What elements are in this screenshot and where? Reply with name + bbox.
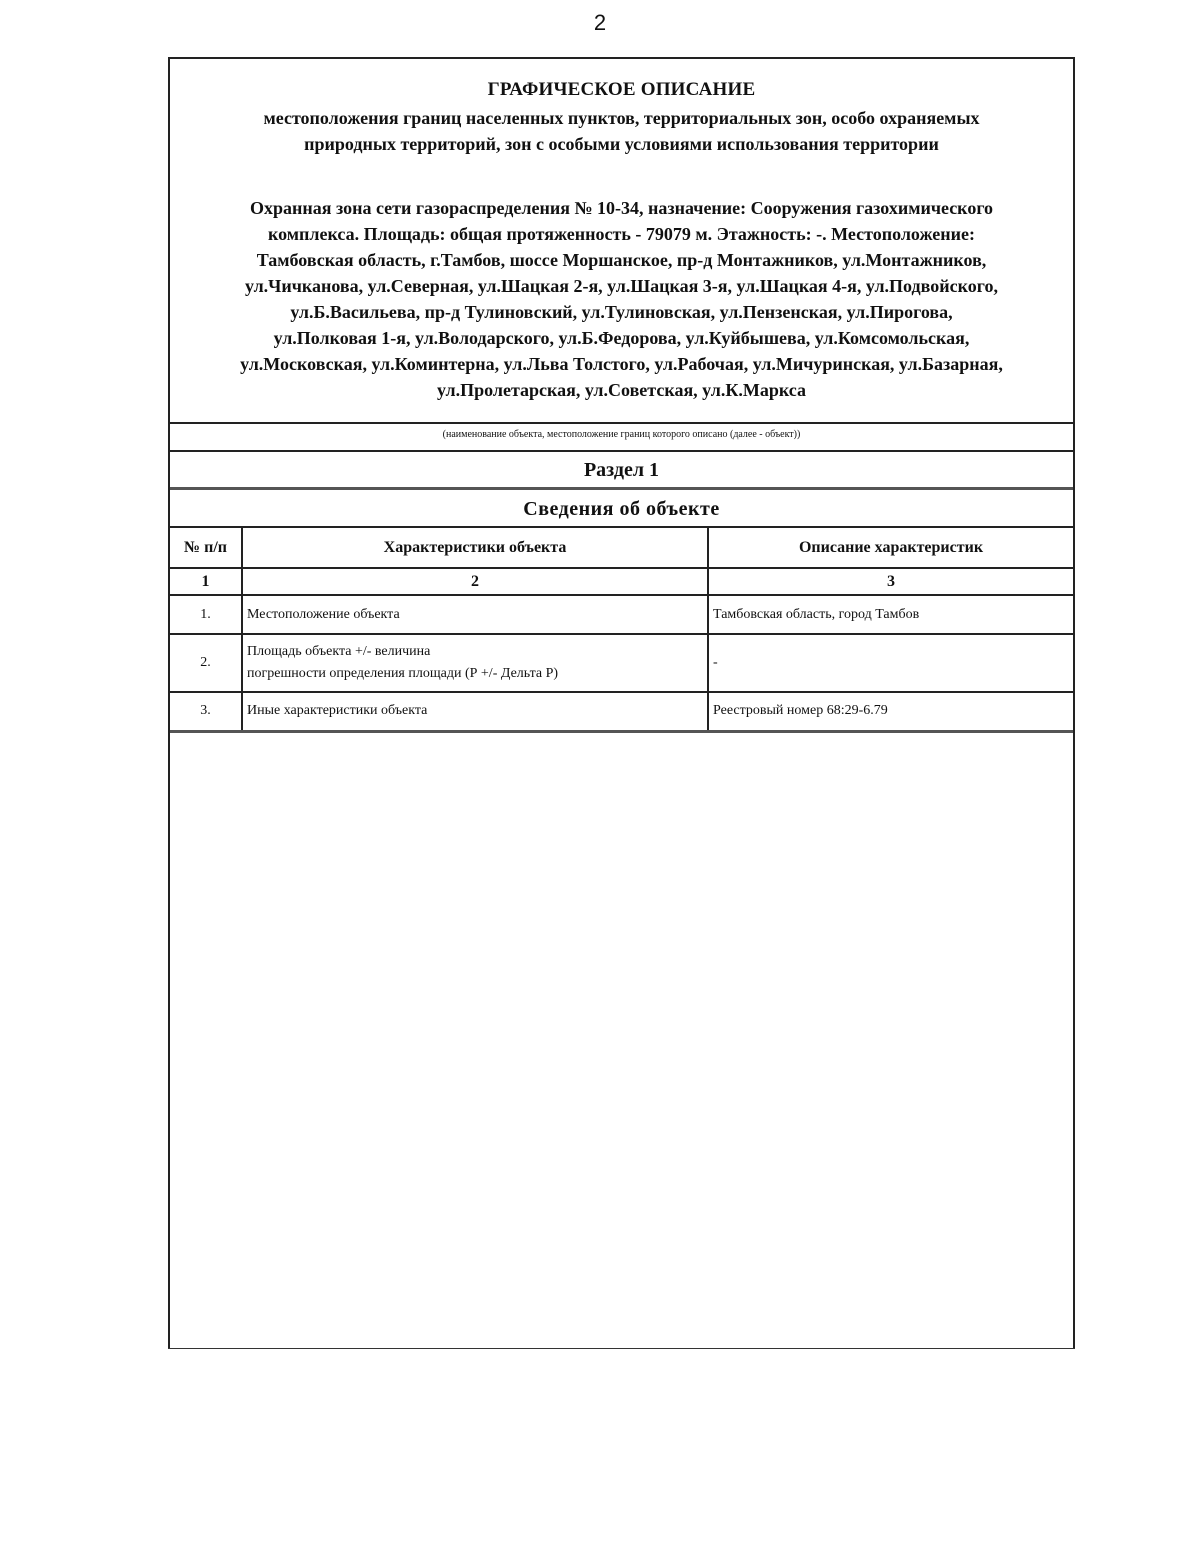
row-number: 2. (170, 634, 242, 692)
row-description: Реестровый номер 68:29-6.79 (708, 692, 1073, 731)
section-title: Раздел 1 (170, 452, 1073, 490)
subtitle-line: местоположения границ населенных пунктов, территориальных зон, особо охраняемых (263, 108, 980, 128)
table-header-cell: Характеристики объекта (242, 528, 708, 568)
object-line: Тамбовская область, г.Тамбов, шоссе Моршанское, пр-д Монтажников, ул.Монтажников, (256, 250, 987, 270)
document-title: ГРАФИЧЕСКОЕ ОПИСАНИЕ (487, 79, 756, 100)
object-line: ул.Полковая 1-я, ул.Володарского, ул.Б.Федорова, ул.Куйбышева, ул.Комсомольская, (273, 328, 970, 348)
object-line: комплекса. Площадь: общая протяженность - 79079 м. Этажность: -. Местоположение: (267, 224, 976, 244)
object-info-table (170, 528, 1073, 733)
row-characteristic: Иные характеристики объекта (242, 692, 708, 731)
row-description: - (708, 634, 1073, 692)
object-line: Охранная зона сети газораспределения № 10-34, назначение: Сооружения газохимического (249, 198, 994, 218)
row-description: Тамбовская область, город Тамбов (708, 595, 1073, 634)
object-line: ул.Чичканова, ул.Северная, ул.Шацкая 2-я, ул.Шацкая 3-я, ул.Шацкая 4-я, ул.Подвойского, (245, 276, 998, 296)
document-subtitle (190, 105, 1053, 157)
object-line: ул.Пролетарская, ул.Советская, ул.К.Маркса (436, 380, 807, 400)
object-description (170, 195, 1073, 403)
document-header (170, 59, 1073, 424)
frame-bottom-line (168, 1348, 1075, 1349)
subtitle-line: природных территорий, зон с особыми условиями использования территории (304, 134, 939, 154)
column-number: 2 (242, 568, 708, 595)
object-caption: (наименование объекта, местоположение границ которого описано (далее - объект)) (170, 424, 1073, 452)
characteristic-line: Площадь объекта +/- величина (247, 644, 431, 659)
table-header-cell: № п/п (170, 528, 242, 568)
table-row (170, 692, 1073, 731)
row-number: 1. (170, 595, 242, 634)
characteristic-line: погрешности определения площади (Р +/- Дельта Р) (247, 666, 559, 681)
table-header-row (170, 528, 1073, 568)
row-characteristic: Местоположение объекта (242, 595, 708, 634)
row-characteristic (242, 634, 708, 692)
object-line: ул.Б.Васильева, пр-д Тулиновский, ул.Тулиновская, ул.Пензенская, ул.Пирогова, (290, 302, 953, 322)
column-number: 1 (170, 568, 242, 595)
row-number: 3. (170, 692, 242, 731)
object-line: ул.Московская, ул.Коминтерна, ул.Льва Толстого, ул.Рабочая, ул.Мичуринская, ул.Базарная, (240, 354, 1003, 374)
table-header-cell: Описание характеристик (708, 528, 1073, 568)
section-subtitle: Сведения об объекте (170, 490, 1073, 528)
column-number: 3 (708, 568, 1073, 595)
table-row (170, 595, 1073, 634)
table-column-number-row (170, 568, 1073, 595)
table-row (170, 634, 1073, 692)
page-number: 2 (593, 10, 607, 35)
document-frame (168, 57, 1075, 1349)
